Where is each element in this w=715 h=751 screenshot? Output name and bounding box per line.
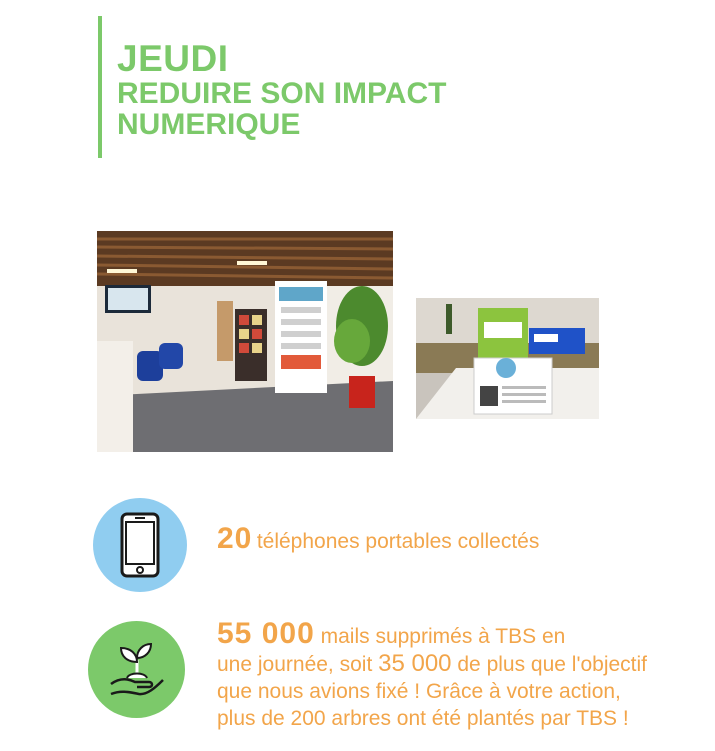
phones-stat-text: téléphones portables collectés <box>256 530 540 553</box>
mails-stat-text-part4: que nous avions fixé ! Grâce à votre action, <box>217 680 621 703</box>
heading-day: JEUDI <box>117 38 229 79</box>
accent-bar <box>98 16 102 158</box>
mails-stat-text-part5: plus de 200 arbres ont été plantés par TBS ! <box>217 707 629 730</box>
phones-stat <box>217 522 539 556</box>
phone-stat-icon-circle <box>93 498 187 592</box>
plant-in-hand-icon <box>105 638 169 702</box>
phones-stat-number: 20 <box>217 522 253 555</box>
page-heading <box>117 40 497 140</box>
lobby-photo-illustration <box>97 231 393 452</box>
mails-stat-number: 55 000 <box>217 617 315 650</box>
collection-desk-photo <box>416 298 599 419</box>
mails-stat-icon-circle <box>88 621 185 718</box>
mails-stat-text-part3: de plus que l'objectif <box>457 653 648 676</box>
lobby-photo <box>97 231 393 452</box>
heading-subtitle-line1: REDUIRE SON IMPACT <box>117 77 447 110</box>
smartphone-icon <box>120 512 160 578</box>
mails-stat-text-part1: mails supprimés à TBS en <box>320 625 566 648</box>
mails-stat-text-part2: une journée, soit <box>217 653 373 676</box>
mails-stat <box>217 617 657 732</box>
heading-subtitle-line2: NUMERIQUE <box>117 108 301 141</box>
mails-stat-highlight: 35 000 <box>378 650 452 677</box>
collection-desk-illustration <box>416 298 599 419</box>
